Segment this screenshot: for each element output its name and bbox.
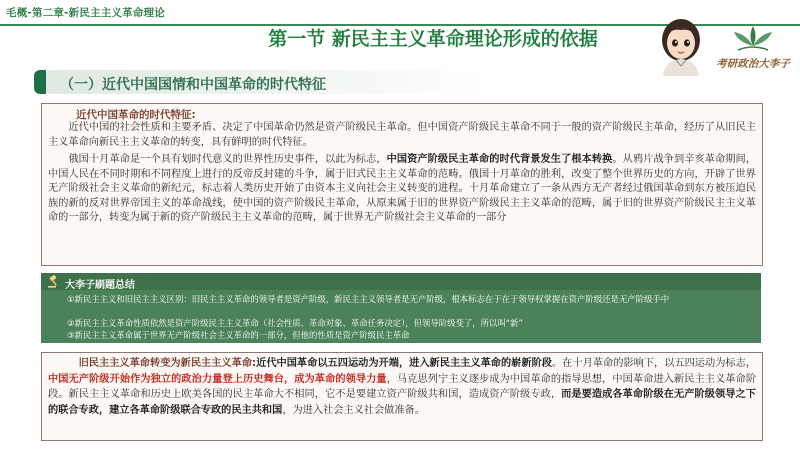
section-header (40, 70, 540, 94)
paragraph-1: 近代中国的社会性质和主要矛盾、决定了中国革命仍然是资产阶级民主革命。但中国资产阶级民主革命不同于一般的资产阶级民主革命，经历了从旧民主主义革命向新民主主义革命的转变，具有鲜明的时代特征。 (48, 122, 756, 148)
brand-name: 考研政治大李子 (716, 58, 790, 70)
summary-line-1: ①新民主主义和旧民主主义区别：旧民主主义革命的领导者是资产阶级，新民主主义领导者是无产阶级，根本标志在于在于领导权掌握在资产阶级还是无产阶级手中 (67, 294, 670, 304)
gavel-icon (47, 275, 61, 288)
paragraph-2-bold: 中国资产阶级民主革命的时代背景发生了根本转换 (386, 153, 613, 165)
transition-red-highlight: 中国无产阶级开始作为独立的政治力量登上历史舞台，成为革命的领导力量 (48, 372, 387, 385)
transition-text-2: 。在十月革命的影响下，以五四运动为标志， (551, 358, 757, 369)
content-box-transition (41, 352, 763, 441)
paragraph-2-text-a: 俄国十月革命是一个具有划时代意义的世界性历史事件，以此为标志， (68, 154, 387, 165)
brand-logo (708, 20, 798, 76)
transition-highlight-1: 近代中国革命以五四运动为开端，进入新民主主义革命的崭新阶段 (256, 357, 552, 369)
content-box-era-features (41, 103, 763, 266)
transition-text-5: ，为进入社会主义社会做准备。 (282, 404, 425, 416)
paragraph-2-text-b: 。从鸦片战争到辛亥革命期间，中国人民在不同时期和不同程度上进行的反帝反封建的斗争，属于旧式民主主义革命的范畴。俄国十月革命的胜利，改变了整个世界历史的方向，开辟了世界无产阶级社会主义革命的新纪元，标志着人类历史开始了由资本主义向社会主义转变的进程。十月革命建立了一条从西方无产者经过俄国革命到东方被压迫民族的新的反对世界帝国主义的革命战线，使中国的资产阶级民主革命，从原来属于旧的世界资产阶级民主主义革命的范畴，属于旧的世界资产阶级民主主义革命的一部分，转变为属于新的资产阶级民主主义革命的范畴，属于世界无产阶级社会主义革命的一部分 (48, 154, 757, 224)
summary-line-2: ②新民主主义革命性质依然是资产阶级民主主义革命（社会性质、革命对象、革命任务决定），但领导阶级变了，所以叫“新” (67, 318, 523, 328)
transition-paragraph (48, 356, 756, 418)
transition-label: 旧民主主义革命转变为新民主主义革命: (78, 358, 257, 369)
section-label: （一）近代中国国情和中国革命的时代特征 (60, 77, 326, 93)
brand-logo-icon (708, 20, 798, 56)
summary-header (41, 273, 761, 290)
transition-text-3: ，马克思列宁主义逐步成为中国革命的指导思想，中国革命进入新民主主义革命阶段。新民主主义革命和历史上欧美各国的民主革命大不相同，它不是要建立资产阶级共和国，造成资产阶级专政， (48, 373, 757, 401)
summary-panel (41, 273, 761, 343)
section-accent (34, 70, 46, 94)
summary-line-3: ③新民主主义革命属于世界无产阶级社会主义革命的一部分，但他的性质是资产阶级民主革命 (67, 330, 410, 340)
transition-highlight-2: 而是要造成各革命阶级在无产阶级领导之下的联合专政，建立各革命阶级联合专政的民主共和国 (48, 388, 756, 416)
summary-title: 大李子刷题总结 (65, 280, 135, 291)
avatar-illustration (652, 14, 710, 76)
breadcrumb: 毛概-第二章-新民主主义革命理论 (6, 7, 165, 19)
box-title: 近代中国革命的时代特征: (76, 109, 196, 121)
page-title: 第一节 新民主主义革命理论形成的依据 (268, 28, 598, 50)
paragraph-2 (48, 152, 756, 226)
